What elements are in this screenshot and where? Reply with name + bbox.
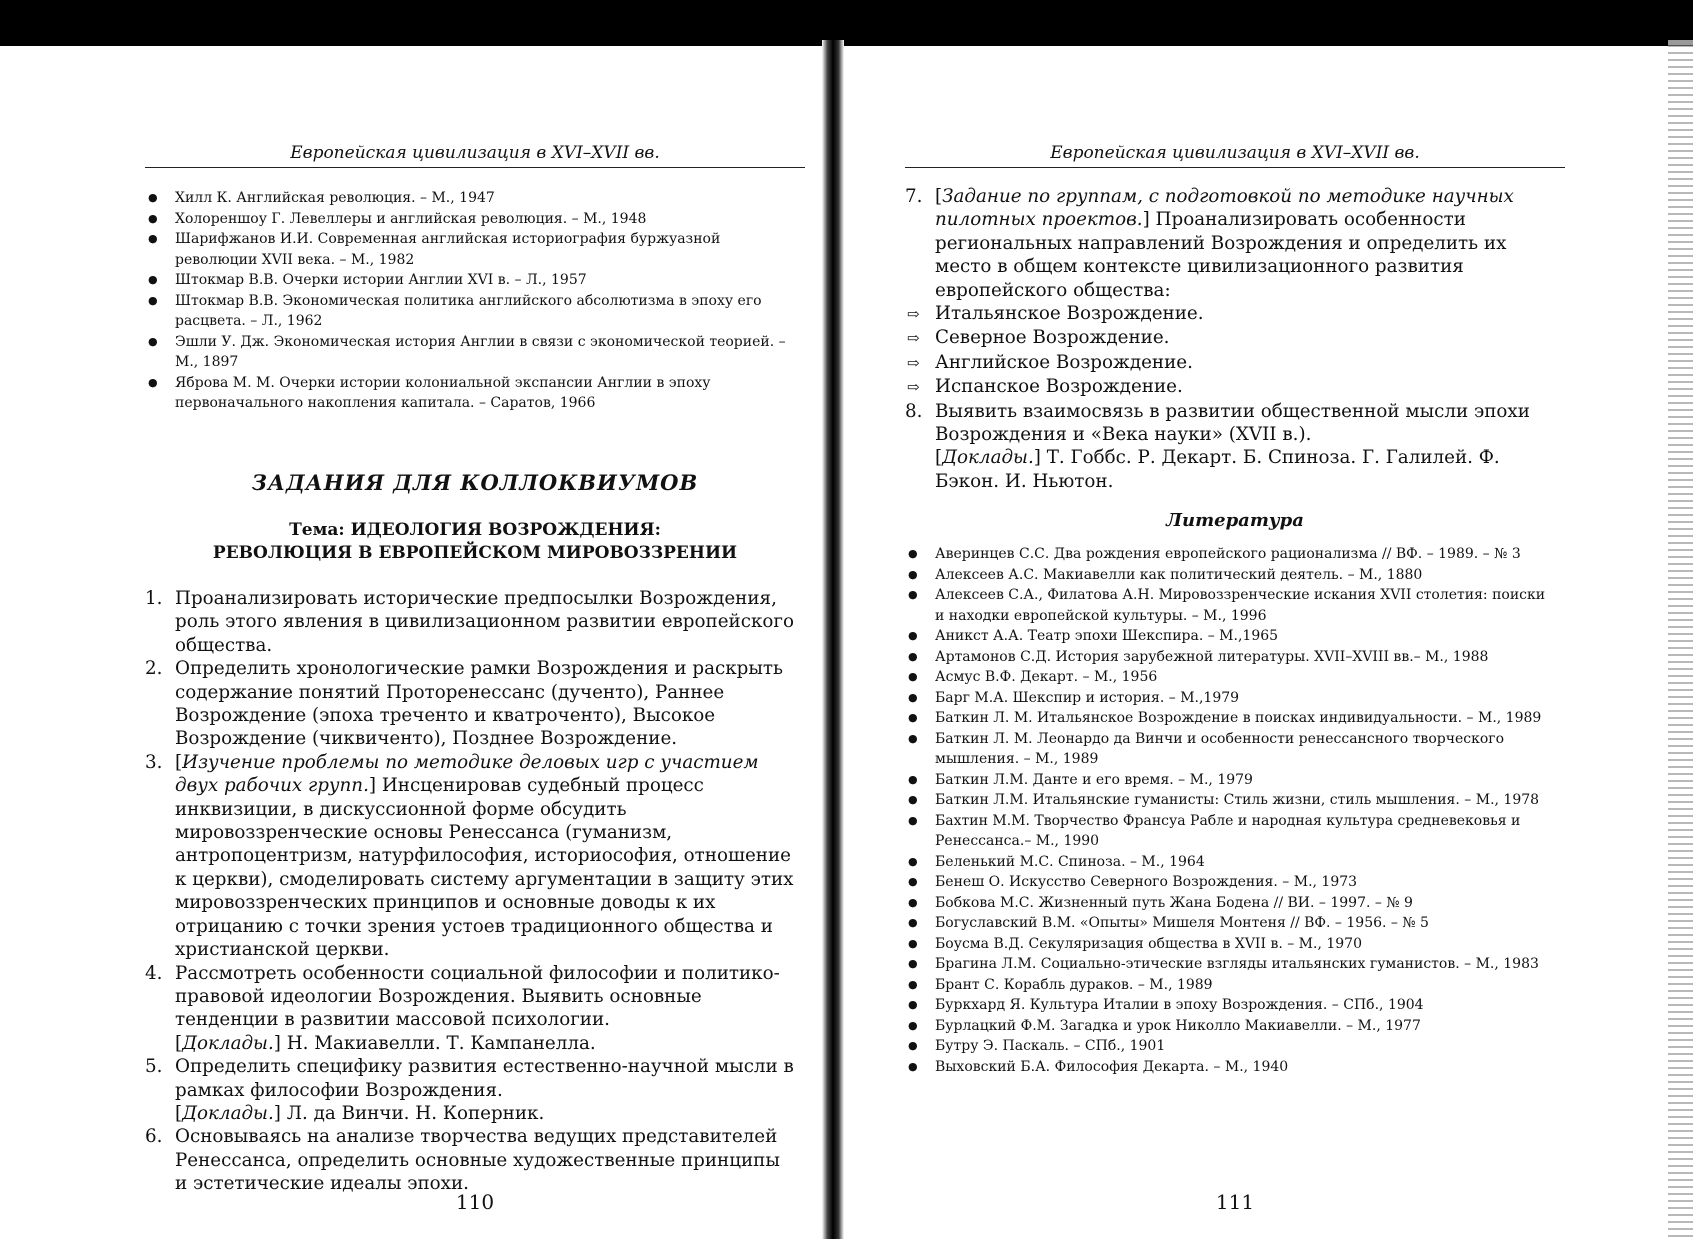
task-item [145, 751, 797, 962]
task-list [905, 185, 1557, 493]
literature-item: ● Баткин Л. М. Итальянское Возрождение в поисках индивидуальности. – М., 1989 [905, 708, 1555, 729]
bibliography-item: ● Эшли У. Дж. Экономическая история Англии в связи с экономической теорией. – М., 1897 [145, 332, 795, 373]
literature-item: ● Баткин Л.М. Итальянские гуманисты: Стиль жизни, стиль мышления. – М., 1978 [905, 790, 1555, 811]
task-text: Инсценировав судебный процесс инквизиции, в дискуссионной форме обсудить мировоззренческие основы Ренессанса (гуманизм, антропоцентризм, натурфилософия, историософия, отношение к церкви), смоделировать систему аргументации в защиту этих мировоззренческих принципов и основные доводы к их отрицанию с точки зрения устоев традиционного общества и христианской церкви. [175, 775, 794, 961]
task-item [145, 657, 797, 751]
task-text: Определить хронологические рамки Возрождения и раскрыть содержание понятий Проторенессанс (дученто), Раннее Возрождение (эпоха треченто и кватроченто), Высокое Возрождение (чиквиченто), Позднее Возрождение. [175, 658, 783, 750]
literature-item: ● Выховский Б.А. Философия Декарта. – М., 1940 [905, 1057, 1555, 1078]
region-label: Северное Возрождение. [935, 327, 1170, 349]
literature-item: ● Брагина Л.М. Социально-этические взгляды итальянских гуманистов. – М., 1983 [905, 954, 1555, 975]
task-item [145, 587, 797, 657]
task-number: 8. [905, 400, 923, 422]
task-reports: [Доклады.] Т. Гоббс. Р. Декарт. Б. Спиноза. Г. Галилей. Ф. Бэкон. И. Ньютон. [935, 447, 1500, 492]
literature-item: ● Бобкова М.С. Жизненный путь Жана Бодена // ВИ. – 1997. – № 9 [905, 893, 1555, 914]
bibliography-item: ● Шарифжанов И.И. Современная английская историография буржуазной революции XVII века. – М., 1982 [145, 229, 795, 270]
task-number: 2. [145, 658, 163, 680]
literature-item: ● Беленький М.С. Спиноза. – М., 1964 [905, 852, 1555, 873]
book-spine-shadow [822, 40, 844, 1239]
literature-item: ● Бенеш О. Искусство Северного Возрождения. – М., 1973 [905, 872, 1555, 893]
running-head: Европейская цивилизация в XVI–XVII вв. [1050, 143, 1420, 163]
region-item [907, 302, 1557, 326]
reports-label: Доклады. [942, 447, 1034, 469]
region-list [907, 302, 1557, 400]
reports-label: Доклады. [182, 1102, 274, 1124]
reports-names: Т. Гоббс. Р. Декарт. Б. Спиноза. Г. Галилей. Ф. Бэкон. И. Ньютон. [935, 447, 1500, 492]
literature-item: ● Артамонов С.Д. История зарубежной литературы. XVII–XVIII вв.– М., 1988 [905, 647, 1555, 668]
literature-item: ● Богуславский В.М. «Опыты» Мишеля Монтеня // ВФ. – 1956. – № 5 [905, 913, 1555, 934]
region-label: Испанское Возрождение. [935, 376, 1183, 398]
task-text-block: [Задание по группам, с подготовкой по методике научных пилотных проектов.] Проанализировать особенности региональных направлений Возрождения и определить их место в общем контексте цивилизационного развития европейского общества: [935, 186, 1514, 301]
literature-item: ● Боусма В.Д. Секуляризация общества в XVII в. – М., 1970 [905, 934, 1555, 955]
task-text: Рассмотреть особенности социальной философии и политико-правовой идеологии Возрождения. Выявить основные тенденции в развитии массовой психологии. [175, 962, 780, 1031]
task-item [145, 962, 797, 1056]
literature-item: ● Аверинцев С.С. Два рождения европейского рационализма // ВФ. – 1989. – № 3 [905, 544, 1555, 565]
task-method-note: Изучение проблемы по методике деловых игр с участием двух рабочих групп. [175, 751, 759, 797]
literature-list [905, 544, 1555, 1077]
task-list [145, 587, 797, 1196]
task-text: Основываясь на анализе творчества ведущих представителей Ренессанса, определить основные художественные принципы и эстетические идеалы эпохи. [175, 1126, 780, 1195]
task-number: 1. [145, 588, 163, 609]
literature-item: ● Алексеев А.С. Макиавелли как политический деятель. – М., 1880 [905, 565, 1555, 586]
region-item [907, 351, 1557, 375]
header-rule [145, 167, 805, 168]
task-text-block: [Изучение проблемы по методике деловых игр с участием двух рабочих групп.] Инсценировав судебный процесс инквизиции, в дискуссионной форме обсудить мировоззренческие основы Ренессанса (гуманизм, антропоцентризм, натурфилософия, историософия, отношение к церкви), смоделировать систему аргументации в защиту этих мировоззренческих принципов и основные доводы к их отрицанию с точки зрения устоев традиционного общества и христианской церкви. [175, 751, 794, 961]
task-item [145, 1125, 797, 1195]
literature-item: ● Алексеев С.А., Филатова А.Н. Мировоззренческие искания XVII столетия: поиски и находки европейской культуры. – М., 1996 [905, 585, 1555, 626]
reports-label: Доклады. [182, 1032, 274, 1054]
literature-item: ● Брант С. Корабль дураков. – М., 1989 [905, 975, 1555, 996]
page-number: 110 [455, 1190, 495, 1214]
bibliography-list [145, 188, 795, 414]
region-label: Итальянское Возрождение. [935, 303, 1204, 325]
task-item [905, 185, 1557, 400]
task-text: Выявить взаимосвязь в развитии общественной мысли эпохи Возрождения и «Века науки» (XVII в.). [935, 400, 1530, 446]
region-item [907, 326, 1557, 350]
topic-line: РЕВОЛЮЦИЯ В ЕВРОПЕЙСКОМ МИРОВОЗЗРЕНИИ [212, 543, 738, 563]
arrow-icon: ⇨ [907, 353, 920, 372]
page-number: 111 [1215, 1190, 1255, 1214]
task-text: Проанализировать особенности региональных направлений Возрождения и определить их место в общем контексте цивилизационного развития европейского общества: [935, 209, 1507, 301]
literature-item: ● Барг М.А. Шекспир и история. – М.,1979 [905, 688, 1555, 709]
page-edge-shadow [1668, 40, 1693, 1239]
left-page [145, 0, 805, 1239]
literature-item: ● Баткин Л.М. Данте и его время. – М., 1979 [905, 770, 1555, 791]
task-number: 5. [145, 1056, 163, 1078]
topic-line: Тема: ИДЕОЛОГИЯ ВОЗРОЖДЕНИЯ: [289, 520, 661, 540]
task-number: 6. [145, 1126, 163, 1148]
section-title: ЗАДАНИЯ ДЛЯ КОЛЛОКВИУМОВ [251, 470, 699, 495]
literature-item: ● Аникст А.А. Театр эпохи Шекспира. – М.,1965 [905, 626, 1555, 647]
literature-title: Литература [1166, 510, 1304, 531]
literature-item: ● Бурлацкий Ф.М. Загадка и урок Николло Макиавелли. – М., 1977 [905, 1016, 1555, 1037]
topic-heading [145, 519, 805, 565]
task-method-note: Задание по группам, с подготовкой по методике научных пилотных проектов. [935, 186, 1514, 231]
arrow-icon: ⇨ [907, 305, 920, 324]
reports-names: Л. да Винчи. Н. Коперник. [286, 1102, 545, 1124]
task-number: 7. [905, 186, 923, 207]
task-reports: [Доклады.] Н. Макиавелли. Т. Кампанелла. [175, 1032, 596, 1054]
task-number: 3. [145, 751, 163, 773]
bibliography-item: ● Холореншоу Г. Левеллеры и английская революция. – М., 1948 [145, 209, 795, 230]
task-text: Проанализировать исторические предпосылки Возрождения, роль этого явления в цивилизационном развитии европейского общества. [175, 588, 794, 656]
task-reports: [Доклады.] Л. да Винчи. Н. Коперник. [175, 1102, 545, 1124]
region-item [907, 375, 1557, 399]
bibliography-item: ● Яброва М. М. Очерки истории колониальной экспансии Англии в эпоху первоначального накопления капитала. – Саратов, 1966 [145, 373, 795, 414]
literature-item: ● Бахтин М.М. Творчество Франсуа Рабле и народная культура средневековья и Ренессанса.– М., 1990 [905, 811, 1555, 852]
literature-item: ● Буркхард Я. Культура Италии в эпоху Возрождения. – СПб., 1904 [905, 995, 1555, 1016]
task-item [145, 1055, 797, 1125]
task-text: Определить специфику развития естественно-научной мысли в рамках философии Возрождения. [175, 1056, 794, 1101]
task-item [905, 400, 1557, 494]
region-label: Английское Возрождение. [935, 351, 1193, 373]
right-page [905, 0, 1565, 1239]
literature-item: ● Баткин Л. М. Леонардо да Винчи и особенности ренессансного творческого мышления. – М., 1989 [905, 729, 1555, 770]
header-rule [905, 167, 1565, 168]
bibliography-item: ● Штокмар В.В. Очерки истории Англии XVI в. – Л., 1957 [145, 270, 795, 291]
bibliography-item: ● Хилл К. Английская революция. – М., 1947 [145, 188, 795, 209]
arrow-icon: ⇨ [907, 329, 920, 348]
bibliography-item: ● Штокмар В.В. Экономическая политика английского абсолютизма в эпоху его расцвета. – Л., 1962 [145, 291, 795, 332]
literature-item: ● Бутру Э. Паскаль. – СПб., 1901 [905, 1036, 1555, 1057]
reports-names: Н. Макиавелли. Т. Кампанелла. [286, 1032, 596, 1054]
task-number: 4. [145, 962, 163, 984]
arrow-icon: ⇨ [907, 378, 920, 397]
running-head: Европейская цивилизация в XVI–XVII вв. [290, 143, 660, 163]
literature-item: ● Асмус В.Ф. Декарт. – М., 1956 [905, 667, 1555, 688]
